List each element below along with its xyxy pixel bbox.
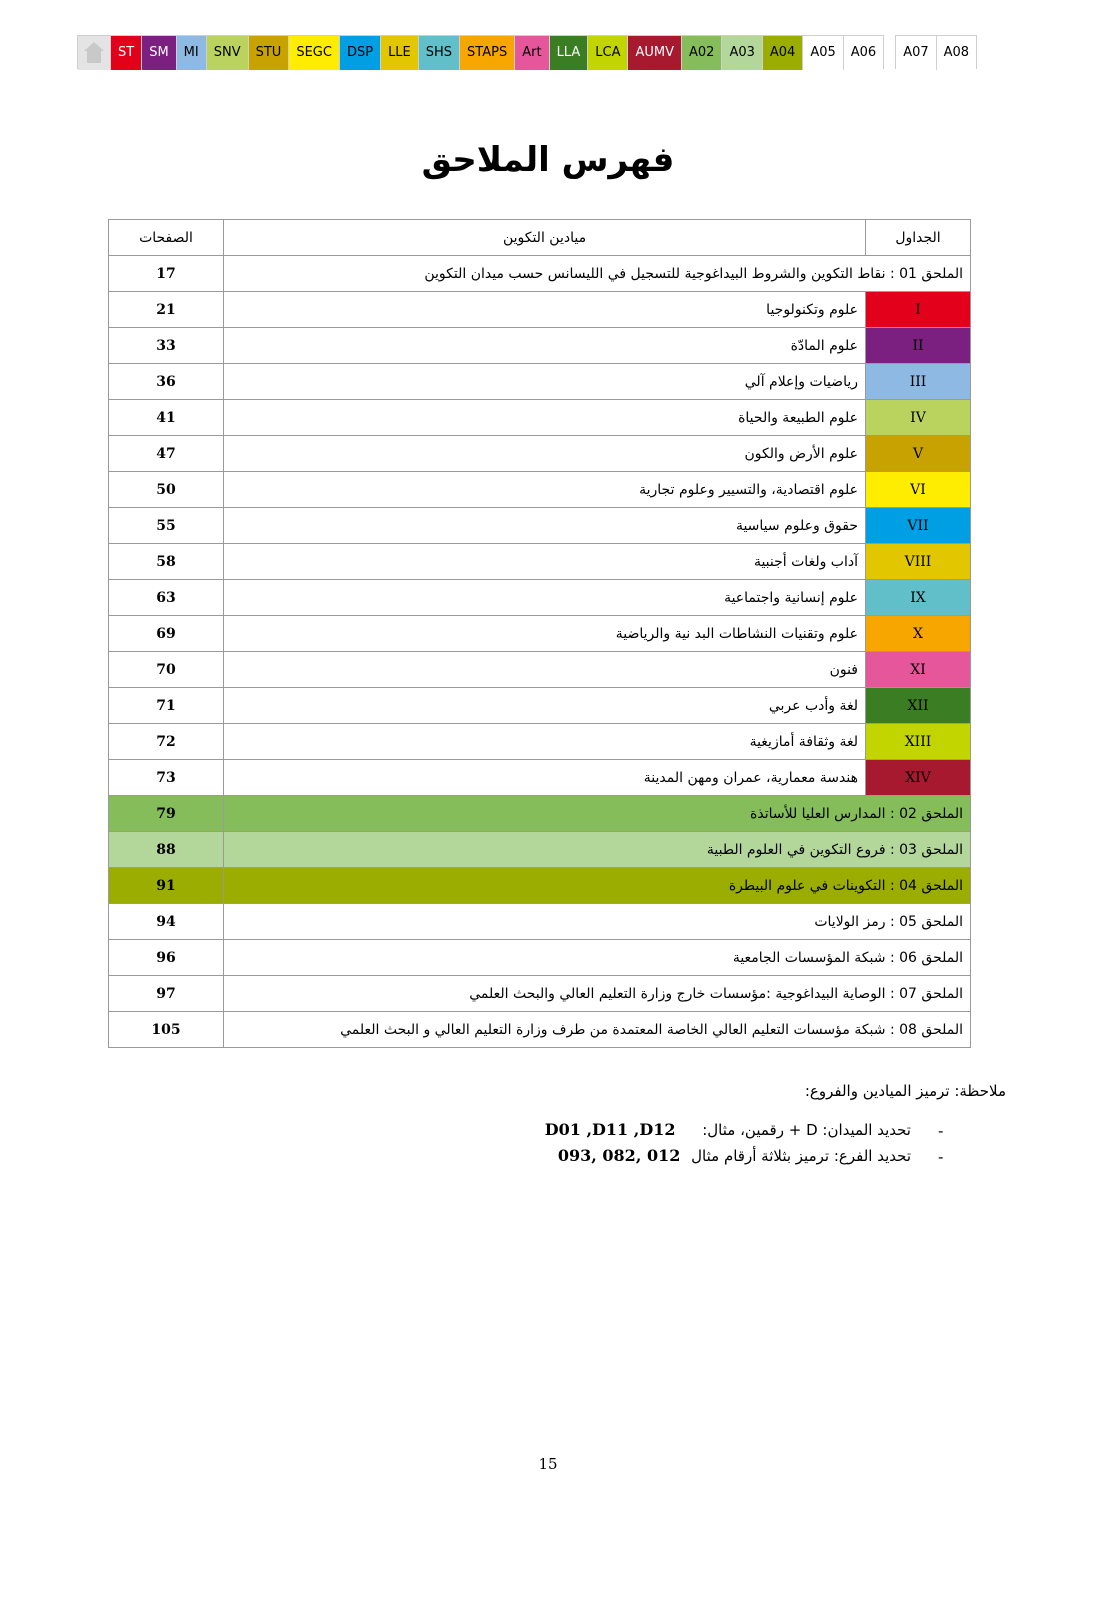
table-row [109,760,971,796]
domain-number-cell: VIII [866,544,971,580]
domain-number-cell: V [866,436,971,472]
page-number-cell: 94 [109,904,224,940]
nav-tab-sm[interactable]: SM [141,36,175,70]
table-row [109,724,971,760]
domain-label-cell[interactable]: لغة وثقافة أمازيغية [224,724,866,760]
page-number-cell: 50 [109,472,224,508]
nav-tab-lla[interactable]: LLA [549,36,588,70]
domain-number-cell: IX [866,580,971,616]
table-row [109,400,971,436]
nav-tab-st[interactable]: ST [110,36,141,70]
domain-number-cell: VII [866,508,971,544]
page-number-cell: 91 [109,868,224,904]
note-domain-line [545,1120,911,1139]
nav-tab-art[interactable]: Art [514,36,548,70]
nav-tab-stu[interactable]: STU [248,36,289,70]
domain-label-cell[interactable]: علوم المادّة [224,328,866,364]
domain-number-cell: XI [866,652,971,688]
nav-tab-lca[interactable]: LCA [587,36,627,70]
domain-number-cell: III [866,364,971,400]
page-number-cell: 58 [109,544,224,580]
domain-label-cell[interactable]: حقوق وعلوم سياسية [224,508,866,544]
page-number-cell: 55 [109,508,224,544]
table-row [109,796,971,832]
table-row [109,508,971,544]
note-dash-2: - [938,1148,944,1166]
annex-label-cell[interactable]: الملحق 04 : التكوينات في علوم البيطرة [224,868,971,904]
field-tabs-group [77,35,884,69]
table-row [109,940,971,976]
nav-tab-a06[interactable]: A06 [843,36,883,70]
nav-tab-a08[interactable]: A08 [936,36,976,70]
page-number-cell: 96 [109,940,224,976]
table-header-row [109,220,971,256]
page-number-cell: 88 [109,832,224,868]
domain-number-cell: II [866,328,971,364]
page-number-cell: 72 [109,724,224,760]
nav-tab-mi[interactable]: MI [176,36,206,70]
note-heading: ملاحظة: ترميز الميادين والفروع: [804,1082,1006,1100]
table-row [109,616,971,652]
header-pages: الصفحات [109,220,224,256]
page-number-cell: 41 [109,400,224,436]
domain-number-cell: XIV [866,760,971,796]
domain-number-cell: IV [866,400,971,436]
domain-number-cell: XII [866,688,971,724]
table-row [109,364,971,400]
annex-label-cell[interactable]: الملحق 01 : نقاط التكوين والشروط البيداغوجية للتسجيل في الليسانس حسب ميدان التكوين [224,256,971,292]
field-navigation-bar [77,35,977,69]
domain-label-cell[interactable]: علوم إنسانية واجتماعية [224,580,866,616]
table-row [109,328,971,364]
home-icon-roof [84,42,104,51]
table-row [109,436,971,472]
note-branch-text: تحديد الفرع: ترميز بثلاثة أرقام مثال [691,1147,911,1165]
domain-label-cell[interactable]: لغة وأدب عربي [224,688,866,724]
annex-label-cell[interactable]: الملحق 05 : رمز الولايات [224,904,971,940]
page-number-cell: 36 [109,364,224,400]
table-row [109,580,971,616]
note-branch-examples: 012 ,082 ,093 [557,1146,681,1165]
domain-number-cell: VI [866,472,971,508]
nav-tab-segc[interactable]: SEGC [288,36,339,70]
nav-tab-a02[interactable]: A02 [681,36,721,70]
table-row [109,1012,971,1048]
page-number-cell: 21 [109,292,224,328]
table-row [109,976,971,1012]
page-number-cell: 70 [109,652,224,688]
note-domain-text: تحديد الميدان: D + رقمين، مثال: [702,1121,911,1139]
annex-label-cell[interactable]: الملحق 06 : شبكة المؤسسات الجامعية [224,940,971,976]
domain-label-cell[interactable]: علوم اقتصادية، والتسيير وعلوم تجارية [224,472,866,508]
table-row [109,688,971,724]
annex-index-table [108,219,971,1048]
table-row [109,292,971,328]
nav-tab-staps[interactable]: STAPS [459,36,514,70]
domain-number-cell: XIII [866,724,971,760]
nav-tab-snv[interactable]: SNV [206,36,248,70]
nav-tab-lle[interactable]: LLE [380,36,418,70]
annex-tabs-group [895,35,977,69]
domain-label-cell[interactable]: علوم وتكنولوجيا [224,292,866,328]
domain-label-cell[interactable]: علوم الطبيعة والحياة [224,400,866,436]
note-branch-line [558,1146,911,1165]
table-row [109,868,971,904]
nav-tab-shs[interactable]: SHS [418,36,459,70]
note-domain-examples: D01 ,D11 ,D12 [544,1120,676,1139]
domain-number-cell: X [866,616,971,652]
table-row [109,544,971,580]
page-number-cell: 33 [109,328,224,364]
home-icon-body [87,51,101,63]
note-dash-1: - [938,1122,944,1140]
domain-label-cell[interactable]: علوم وتقنيات النشاطات البد نية والرياضية [224,616,866,652]
page-title: فهرس الملاحق [421,140,675,180]
domain-number-cell: I [866,292,971,328]
table-row [109,472,971,508]
nav-tab-dsp[interactable]: DSP [339,36,380,70]
annex-label-cell[interactable]: الملحق 08 : شبكة مؤسسات التعليم العالي الخاصة المعتمدة من طرف وزارة التعليم العالي و البحث العلمي [224,1012,971,1048]
page-number-cell: 73 [109,760,224,796]
annex-label-cell[interactable]: الملحق 07 : الوصاية البيداغوجية :مؤسسات خارج وزارة التعليم العالي والبحث العلمي [224,976,971,1012]
header-domains: ميادين التكوين [224,220,866,256]
table-row [109,904,971,940]
annex-label-cell[interactable]: الملحق 03 : فروع التكوين في العلوم الطبية [224,832,971,868]
domain-label-cell[interactable]: هندسة معمارية، عمران ومهن المدينة [224,760,866,796]
page-number-cell: 105 [109,1012,224,1048]
page-number-cell: 69 [109,616,224,652]
page-number-cell: 47 [109,436,224,472]
domain-label-cell[interactable]: آداب ولغات أجنبية [224,544,866,580]
annex-label-cell[interactable]: الملحق 02 : المدارس العليا للأساتذة [224,796,971,832]
nav-tab-a07[interactable]: A07 [896,36,935,70]
page-number-cell: 63 [109,580,224,616]
header-tables: الجداول [866,220,971,256]
page-number: 15 [538,1455,558,1473]
nav-tab-a04[interactable]: A04 [762,36,802,70]
domain-label-cell[interactable]: فنون [224,652,866,688]
domain-label-cell[interactable]: علوم الأرض والكون [224,436,866,472]
page-number-cell: 79 [109,796,224,832]
table-row [109,832,971,868]
home-icon[interactable] [78,36,110,70]
page-number-cell: 97 [109,976,224,1012]
domain-label-cell[interactable]: رياضيات وإعلام آلي [224,364,866,400]
table-row [109,256,971,292]
page-number-cell: 71 [109,688,224,724]
table-row [109,652,971,688]
nav-tab-aumv[interactable]: AUMV [627,36,681,70]
page-number-cell: 17 [109,256,224,292]
nav-tab-a03[interactable]: A03 [721,36,761,70]
nav-tab-a05[interactable]: A05 [802,36,842,70]
